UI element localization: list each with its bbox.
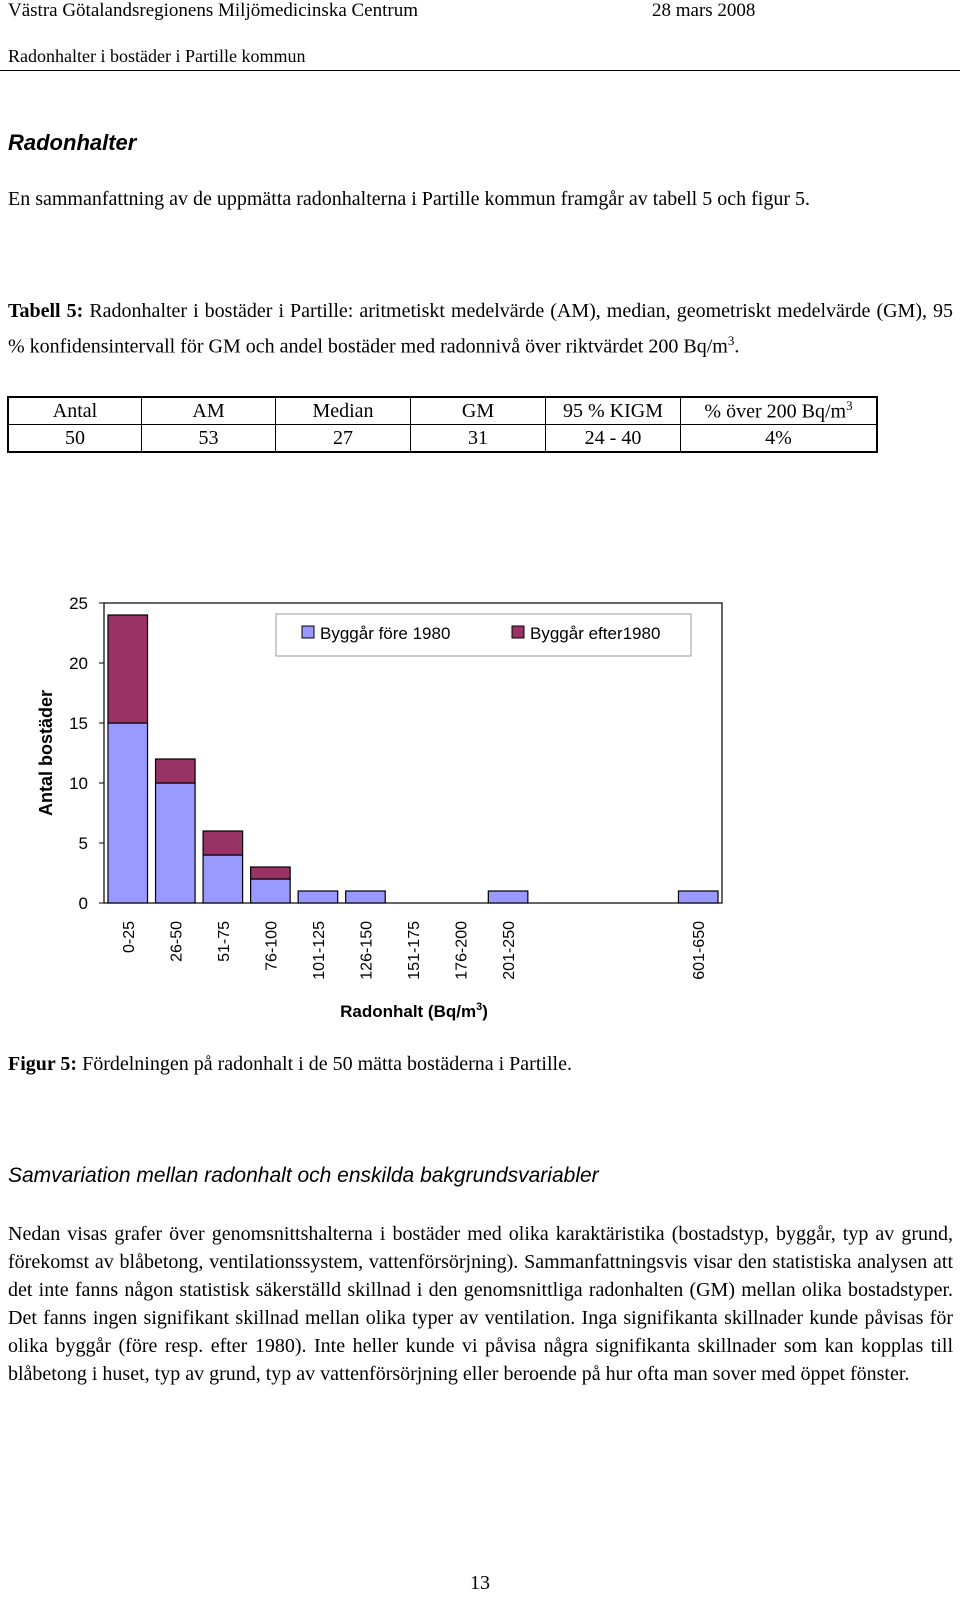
table-header-cell: Median	[276, 397, 411, 425]
table-row	[8, 425, 877, 453]
table-cell: 4%	[681, 425, 878, 453]
bar-efter-1980	[203, 831, 243, 855]
y-tick-label: 25	[69, 594, 88, 613]
section-heading-samvariation: Samvariation mellan radonhalt och enskilda bakgrundsvariabler	[8, 1164, 599, 1187]
bar-efter-1980	[251, 867, 291, 879]
body-paragraph: Nedan visas grafer över genomsnittshalterna i bostäder med olika karaktäristika (bostadstyp, byggår, typ av grund, förekomst av blåbetong, ventilationssystem, vattenförsörjning). Sammanfattningsvis visar den statistiska analysen att det inte fanns någon statistisk säkerställd skillnad i den genomsnittliga radonhalten (GM) mellan olika bostadstyper. Det fanns ingen signifikant skillnad mellan olika typer av ventilation. Inga signifikanta skillnader kunde påvisas för olika byggår (före resp. efter 1980). Inte heller kunde vi påvisa några signifikanta skillnader som kan kopplas till blåbetong i huset, typ av grund, typ av vattenförsörjning eller beroende på hur ofta man sover med öppet fönster.	[8, 1223, 953, 1385]
table-header-cell: 95 % KIGM	[546, 397, 681, 425]
table-caption-label: Tabell 5:	[8, 300, 84, 322]
table-cell: 27	[276, 425, 411, 453]
x-tick-label: 26-50	[168, 921, 186, 962]
x-tick-label: 201-250	[501, 921, 519, 980]
legend-swatch	[302, 626, 314, 638]
radon-summary-table	[7, 396, 878, 453]
table-cell: 53	[142, 425, 276, 453]
figure-caption-label: Figur 5:	[8, 1053, 78, 1075]
x-tick-label: 601-650	[691, 921, 709, 980]
table-header-cell-last	[681, 397, 878, 425]
y-tick-label: 10	[69, 774, 88, 793]
table-caption	[8, 297, 953, 362]
table-cell: 24 - 40	[546, 425, 681, 453]
table-header-cell: GM	[411, 397, 546, 425]
y-axis-label: Antal bostäder	[36, 689, 56, 817]
bar-fore-1980	[678, 891, 718, 903]
bar-efter-1980	[156, 759, 196, 783]
table-cell: 31	[411, 425, 546, 453]
legend-label: Byggår efter1980	[530, 624, 661, 643]
y-tick-label: 15	[69, 714, 88, 733]
table-caption-text: Radonhalter i bostäder i Partille: aritmetiskt medelvärde (AM), median, geometriskt medelvärde (GM), 95 % konfidensintervall för GM och andel bostäder med radonnivå över riktvärdet 200 Bq/m	[8, 300, 954, 358]
bar-fore-1980	[251, 879, 291, 903]
bar-fore-1980	[346, 891, 386, 903]
bar-efter-1980	[108, 615, 148, 723]
x-tick-label: 151-175	[406, 921, 423, 980]
x-tick-label: 51-75	[215, 921, 233, 962]
x-tick-label: 76-100	[263, 921, 281, 971]
figure-caption	[8, 1053, 572, 1076]
table-header-cell: Antal	[8, 397, 142, 425]
legend-swatch	[512, 626, 524, 638]
x-tick-label: 126-150	[358, 921, 376, 980]
bar-fore-1980	[203, 855, 243, 903]
table-cell: 50	[8, 425, 142, 453]
header-subtitle: Radonhalter i bostäder i Partille kommun	[8, 46, 306, 66]
table-caption-sup: 3	[727, 333, 735, 348]
legend-label: Byggår före 1980	[320, 624, 451, 643]
intro-paragraph: En sammanfattning av de uppmätta radonhalterna i Partille kommun framgår av tabell 5 och figur 5.	[8, 188, 810, 210]
table-header-text: % över 200 Bq/m	[704, 400, 847, 423]
bar-fore-1980	[298, 891, 338, 903]
x-tick-label: 101-125	[310, 921, 328, 980]
y-tick-label: 20	[69, 654, 88, 673]
header-divider	[0, 70, 960, 71]
table-caption-end: .	[734, 335, 740, 358]
table-header-row	[8, 397, 877, 425]
section-heading-radonhalter: Radonhalter	[8, 130, 137, 155]
header-organization: Västra Götalandsregionens Miljömedicinska Centrum	[8, 0, 418, 21]
bar-fore-1980	[156, 783, 196, 903]
table-header-cell: AM	[142, 397, 276, 425]
x-tick-label: 176-200	[453, 921, 471, 980]
y-tick-label: 5	[78, 834, 88, 853]
header-date: 28 mars 2008	[652, 0, 756, 21]
page-number: 13	[470, 1572, 490, 1594]
x-axis-label: Radonhalt $(Bq/m^3)$	[340, 1001, 488, 1021]
y-tick-label: 0	[78, 894, 88, 913]
radon-histogram-chart	[0, 585, 960, 1035]
table-header-sup: 3	[846, 398, 853, 414]
figure-caption-text: Fördelningen på radonhalt i de 50 mätta bostäderna i Partille.	[82, 1053, 572, 1075]
bar-fore-1980	[488, 891, 528, 903]
x-tick-label: 0-25	[120, 921, 138, 954]
bar-fore-1980	[108, 723, 148, 903]
